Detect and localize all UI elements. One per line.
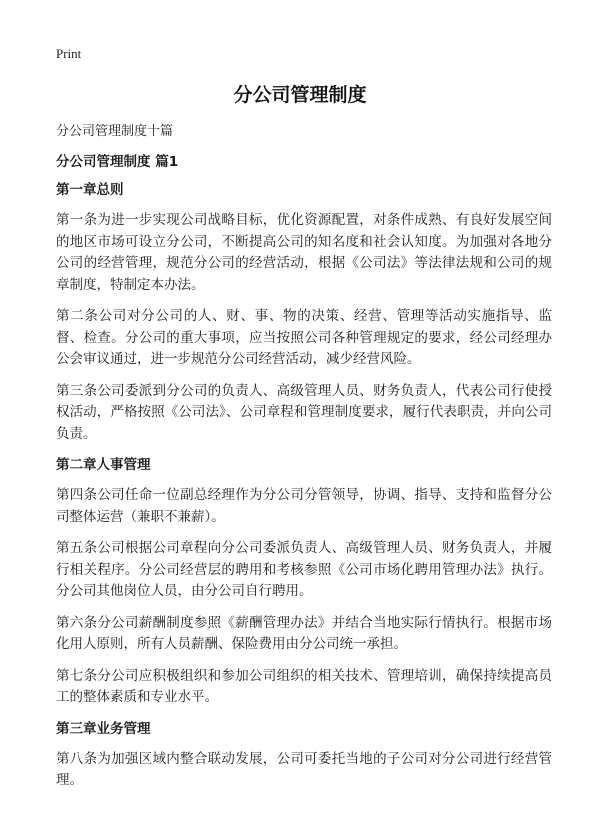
chapter-heading: 第二章人事管理: [56, 457, 151, 473]
document-body: [56, 180, 552, 802]
paragraph: 第三条公司委派到分公司的负责人、高级管理人员、财务负责人，代表公司行使授权活动，严格按照《公司法》、公司章程和管理制度要求，履行代表职责，并向公司负责。: [56, 382, 552, 442]
paragraph: 第五条公司根据公司章程向分公司委派负责人、高级管理人员、财务负责人，并履行相关程序。分公司经营层的聘用和考核参照《公司市场化聘用管理办法》执行。分公司其他岗位人员，由分公司自行聘用。: [56, 540, 552, 599]
paragraph: 第六条分公司薪酬制度参照《薪酬管理办法》并结合当地实际行情执行。根据市场化用人原则，所有人员薪酬、保险费用由分公司统一承担。: [56, 614, 552, 652]
paragraph: 第八条为加强区域内整合联动发展，公司可委托当地的子公司对分公司进行经营管理。: [56, 750, 552, 788]
print-link[interactable]: Print: [56, 46, 82, 61]
document-subtitle: 分公司管理制度十篇: [56, 124, 174, 139]
paragraph: 第七条分公司应积极组织和参加公司组织的相关技术、管理培训，确保持续提高员工的整体素质和专业水平。: [56, 667, 552, 705]
page-title: 分公司管理制度: [233, 84, 367, 106]
paragraph: 第二条公司对分公司的人、财、事、物的决策、经营、管理等活动实施指导、监督、检查。分公司的重大事项，应当按照公司各种管理规定的要求，经公司经理办公会审议通过，进一步规范分公司经营活动，减少经营风险。: [56, 308, 552, 367]
paragraph: 第四条公司任命一位副总经理作为分公司分管领导，协调、指导、支持和监督分公司整体运营（兼职不兼薪）。: [56, 487, 552, 525]
chapter-heading: 第三章业务管理: [56, 720, 151, 737]
chapter-heading: 第一章总则: [56, 182, 124, 198]
article-heading: 分公司管理制度 篇1: [56, 154, 179, 170]
paragraph: 第一条为进一步实现公司战略目标，优化资源配置，对条件成熟、有良好发展空间的地区市场可设立分公司，不断提高公司的知名度和社会认知度。为加强对各地分公司的经营管理，规范分公司的经营活动，根据《公司法》等法律法规和公司的规章制度，特制定本办法。: [56, 212, 552, 293]
